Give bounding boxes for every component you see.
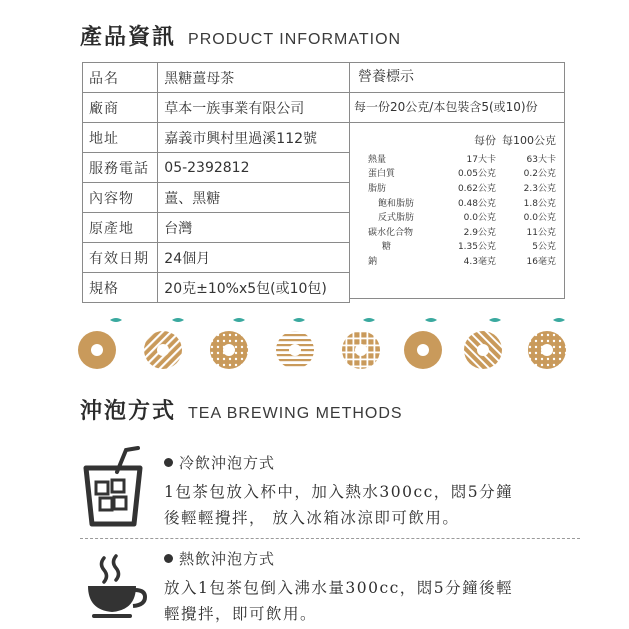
donut-checkered xyxy=(342,318,380,369)
nutrition-row xyxy=(350,166,564,181)
nutrient-name: 反式脂肪 xyxy=(378,213,415,224)
nutrient-per-100g: 0.2公克 xyxy=(523,169,556,180)
nutrition-header-row xyxy=(350,129,564,151)
info-row-address xyxy=(83,123,350,153)
iced-drink-icon xyxy=(82,444,144,528)
nutrition-row xyxy=(350,224,564,239)
info-label: 地址 xyxy=(83,123,158,153)
nutrient-per-100g: 1.8公克 xyxy=(523,198,556,209)
info-label: 有效日期 xyxy=(83,243,158,273)
info-row-name xyxy=(83,63,350,93)
info-row-origin xyxy=(83,213,350,243)
cold-brew-method xyxy=(164,452,564,531)
brewing-methods-title xyxy=(80,394,403,425)
cold-brew-instructions xyxy=(164,479,564,531)
info-value: 薑、黑糖 xyxy=(158,183,350,213)
nutrient-name: 糖 xyxy=(382,242,392,253)
nutrient-name: 碳水化合物 xyxy=(368,227,414,238)
hot-brew-method xyxy=(164,548,564,627)
info-label: 廠商 xyxy=(83,93,158,123)
info-label: 服務電話 xyxy=(83,153,158,183)
cold-brew-line-2: 後輕輕攪拌， 放入冰箱冰涼即可飲用。 xyxy=(164,509,460,527)
donut-striped xyxy=(144,318,184,369)
hot-brew-line-2: 輕攪拌，即可飲用。 xyxy=(164,605,318,623)
info-label: 規格 xyxy=(83,273,158,303)
bullet-icon xyxy=(164,554,173,563)
donut-lined xyxy=(276,318,314,369)
donut-dotted xyxy=(210,318,248,369)
cold-brew-line-1: 1包茶包放入杯中，加入熱水300cc，悶5分鐘 xyxy=(164,483,514,501)
nutrient-per-100g: 2.3公克 xyxy=(523,183,556,194)
bullet-icon xyxy=(164,458,173,467)
info-value: 草本一族事業有限公司 xyxy=(158,93,350,123)
product-info-title xyxy=(80,20,401,51)
nutrient-name: 飽和脂肪 xyxy=(378,198,415,209)
nutrient-per-100g: 5公克 xyxy=(532,242,556,253)
nutrient-name: 熱量 xyxy=(368,154,387,165)
nutrition-col-per-100g: 每100公克 xyxy=(502,134,556,147)
nutrition-row xyxy=(350,209,564,224)
nutrient-per-serving: 2.9公克 xyxy=(463,227,496,238)
cold-brew-heading xyxy=(164,452,564,473)
product-info-table xyxy=(82,62,350,303)
nutrient-name: 脂肪 xyxy=(368,183,387,194)
nutrition-row xyxy=(350,151,564,166)
hot-brew-instructions xyxy=(164,575,564,627)
donut-striped-2 xyxy=(464,318,502,369)
info-value: 黑糖薑母茶 xyxy=(158,63,350,93)
nutrition-title: 營養標示 xyxy=(350,63,564,93)
nutrient-per-serving: 4.3毫克 xyxy=(463,256,496,267)
product-info-title-zh: 產品資訊 xyxy=(80,24,177,50)
nutrition-col-per-serving: 每份 xyxy=(474,134,496,147)
donut-plain xyxy=(78,318,122,369)
info-value: 台灣 xyxy=(158,213,350,243)
nutrition-row xyxy=(350,180,564,195)
nutrient-per-serving: 0.48公克 xyxy=(457,198,496,209)
info-value: 20克±10%x5包(或10包) xyxy=(158,273,350,303)
nutrient-per-100g: 0.0公克 xyxy=(523,213,556,224)
info-label: 原產地 xyxy=(83,213,158,243)
info-row-phone xyxy=(83,153,350,183)
section-divider xyxy=(80,538,580,539)
nutrient-per-100g: 63大卡 xyxy=(526,154,556,165)
nutrient-per-100g: 11公克 xyxy=(526,227,556,238)
nutrient-per-100g: 16毫克 xyxy=(526,256,556,267)
info-row-maker xyxy=(83,93,350,123)
donut-dotted-2 xyxy=(528,318,566,369)
nutrient-per-serving: 17大卡 xyxy=(466,154,496,165)
cold-brew-title: 冷飲沖泡方式 xyxy=(179,454,276,472)
nutrient-per-serving: 0.62公克 xyxy=(457,183,496,194)
info-value: 05-2392812 xyxy=(158,153,350,183)
nutrition-body xyxy=(350,123,564,268)
nutrition-panel xyxy=(350,62,565,299)
hot-cup-icon xyxy=(82,552,152,622)
info-row-contents xyxy=(83,183,350,213)
hot-brew-line-1: 放入1包茶包倒入沸水量300cc，悶5分鐘後輕 xyxy=(164,579,514,597)
decorative-donut-row xyxy=(77,314,577,372)
nutrition-row xyxy=(350,239,564,254)
info-row-spec xyxy=(83,273,350,303)
nutrition-serving: 每一份20公克/本包裝含5(或10)份 xyxy=(350,93,564,123)
info-row-shelf-life xyxy=(83,243,350,273)
nutrient-per-serving: 0.05公克 xyxy=(457,169,496,180)
info-label: 品名 xyxy=(83,63,158,93)
product-info-title-en: PRODUCT INFORMATION xyxy=(188,31,402,48)
brewing-methods-title-en: TEA BREWING METHODS xyxy=(188,405,403,422)
info-value: 24個月 xyxy=(158,243,350,273)
nutrient-per-serving: 1.35公克 xyxy=(457,242,496,253)
brewing-methods-title-zh: 沖泡方式 xyxy=(80,398,177,424)
nutrition-row xyxy=(350,195,564,210)
nutrient-per-serving: 0.0公克 xyxy=(463,213,496,224)
donut-plain-2 xyxy=(404,318,442,369)
hot-brew-heading xyxy=(164,548,564,569)
nutrition-row xyxy=(350,253,564,268)
info-label: 內容物 xyxy=(83,183,158,213)
nutrient-name: 鈉 xyxy=(368,256,378,267)
hot-brew-title: 熱飲沖泡方式 xyxy=(179,550,276,568)
nutrient-name: 蛋白質 xyxy=(368,169,396,180)
info-value: 嘉義市興村里過溪112號 xyxy=(158,123,350,153)
